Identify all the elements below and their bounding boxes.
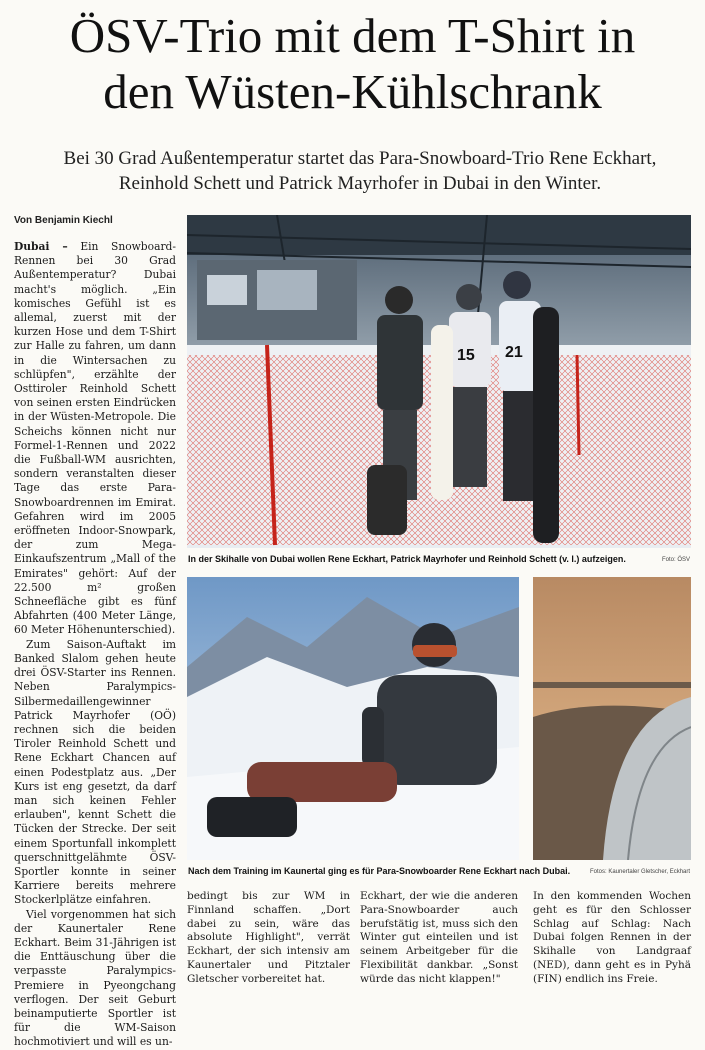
byline: Von Benjamin Kiechl [14, 215, 113, 226]
photo-kaunertal-rider [187, 577, 519, 860]
subheadline: Bei 30 Grad Außentemperatur startet das Para-Snowboard-Trio Rene Eckhart, Reinhold Schett und Patrick Mayrhofer in Dubai in den Winter. [63, 148, 657, 194]
paragraph-2: Zum Saison-Auftakt im Banked Slalom gehen heute drei ÖSV-Starter ins Rennen. Neben Paralympics-Silbermedaillengewinner Patrick Mayrhofer (OÖ) rechnen sich die beiden Tiroler Reinhold Schett und Rene Eckhart Chancen auf einen Podestplatz aus. „Der Kurs ist eng gesetzt, da darf man sich keinen Fehler erlauben", kennt Schett die Tücken der Strecke. Der seit einem Sportunfall inkomplett querschnittgelähmte ÖSV-Sportler konnte in seiner Karriere bereits mehrere Stockerlplätze einfahren. [14, 637, 176, 907]
photo1-caption: In der Skihalle von Dubai wollen Rene Eckhart, Patrick Mayrhofer und Reinhold Schett (v. l.) aufzeigen. [188, 554, 626, 564]
photo-ski-hall-dubai [187, 215, 691, 548]
headline-line-2: den Wüsten-Kühlschrank [103, 64, 602, 119]
article-column-4: In den kommenden Wochen geht es für den Schlosser Schlag auf Schlag: Nach Dubai folgen Rennen in der Skihalle von Landgraaf (NED), dann geht es in Pyhä (FIN) endlich ins Freie. [533, 890, 691, 985]
headline [0, 8, 705, 120]
bib-15: 15 [457, 347, 475, 364]
paragraph-1 [14, 240, 176, 638]
photo2-credit: Fotos: Kaunertaler Gletscher, Eckhart [590, 869, 691, 875]
bib-21: 21 [505, 344, 523, 361]
article-column-1 [14, 240, 177, 1049]
paragraph-3: Viel vorgenommen hat sich der Kaunertaler Rene Eckhart. Beim 31-Jährigen ist die Enttäuschung über die verpasste Paralympics-Premiere in Pyeongchang verflogen. Der seit Geburt beinamputierte Sportler ist für die WM-Saison hochmotiviert und will es un- [14, 907, 176, 1049]
photo-dubai-dusk [533, 577, 691, 860]
dateline: Dubai – [14, 240, 68, 253]
photo2-caption: Nach dem Training im Kaunertal ging es für Para-Snowboarder Rene Eckhart nach Dubai. [188, 866, 571, 876]
paragraph-1-text: Ein Snowboard-Rennen bei 30 Grad Außentemperatur? Dubai macht's möglich. „Ein komisches Gefühl ist es allemal, zuerst mit der kurzen Hose und dem T-Shirt zur Halle zu fahren, um dann in die Wintersachen zu schlüpfen", erzählte der Osttiroler Reinhold Schett von seinen ersten Eindrücken in der Wüsten-Metropole. Die Scheichs können nicht nur Formel-1-Rennen und 2022 die Fußball-WM ausrichten, sondern veranstalten dieser Tage das erste Para-Snowboardrennen im Emirat. Gefahren wird im 2005 eröffneten Indoor-Snowpark, der zum Mega-Einkaufszentrum „Mall of the Emirates" gehört: Auf der 22.500 m² großen Schneefläche gibt es fünf Abfahrten (400 Meter Länge, 60 Meter Höhenunterschied). [14, 240, 177, 637]
article-column-2: bedingt bis zur WM in Finnland schaffen. „Dort dabei zu sein, wäre das absolute Highlight", verrät Eckhart, der sich intensiv am Kaunertaler und Pitztaler Gletscher vorbereitet hat. [187, 890, 350, 985]
photo1-credit: Foto: ÖSV [662, 557, 691, 563]
article-column-3: Eckhart, der wie die anderen Para-Snowboarder auch berufstätig ist, muss sich den Winter gut einteilen und ist seinem Arbeitgeber für die Flexibilität dankbar. „Sonst würde das nicht klappen!" [360, 890, 518, 985]
headline-line-1: ÖSV-Trio mit dem T-Shirt in [69, 8, 636, 63]
